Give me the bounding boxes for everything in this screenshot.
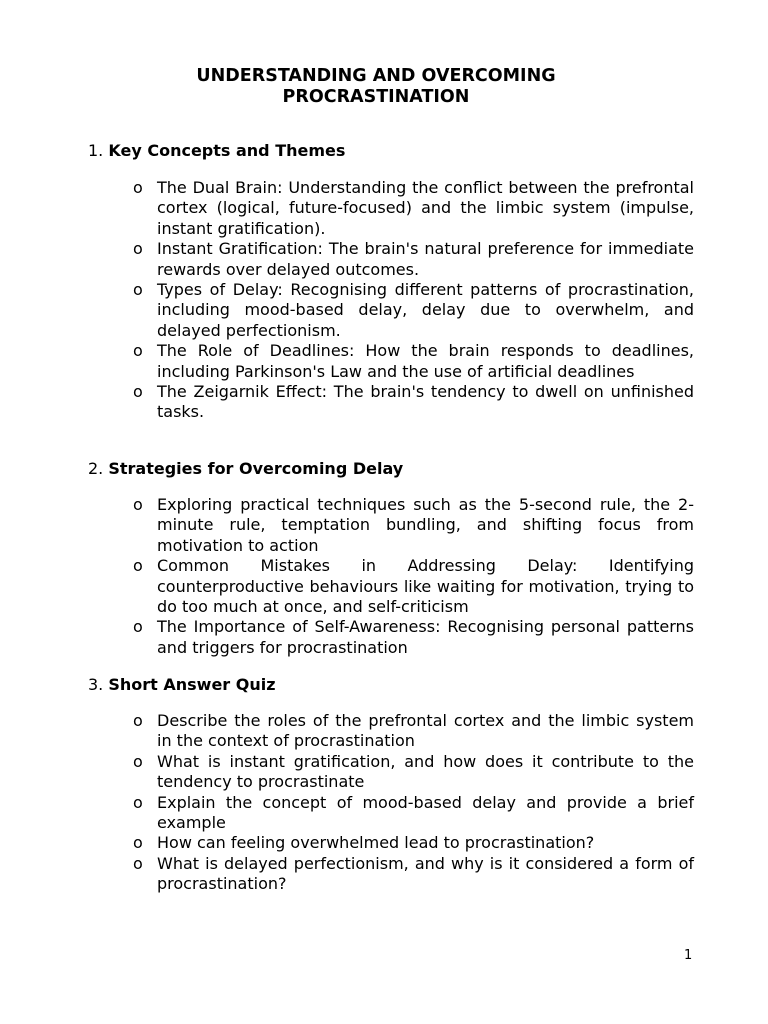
bullet-marker: o	[133, 711, 143, 730]
section-heading	[88, 675, 708, 695]
section-2-list	[133, 495, 694, 658]
bullet-marker: o	[133, 556, 143, 576]
section-title: Key Concepts and Themes	[108, 141, 346, 160]
list-item-text: Types of Delay: Recognising different patterns of procrastination, including mood-based delay, delay due to overwhelm, and delayed perfectionism.	[157, 280, 694, 340]
list-item-text: Instant Gratification: The brain's natural preference for immediate rewards over delayed outcomes.	[157, 239, 694, 279]
section-3-list	[133, 711, 694, 895]
list-item-text: What is instant gratification, and how does it contribute to the tendency to procrastinate	[157, 751, 694, 792]
page-number: 1	[684, 948, 693, 963]
list-item-text: How can feeling overwhelmed lead to procrastination?	[157, 833, 595, 853]
list-item	[133, 341, 694, 382]
list-item	[133, 752, 694, 793]
list-item-text: What is delayed perfectionism, and why is it considered a form of procrastination?	[157, 853, 694, 894]
list-item	[133, 617, 694, 658]
list-item	[133, 280, 694, 341]
list-item-text: Common Mistakes in Addressing Delay: Identifying counterproductive behaviours like waiting for motivation, trying to do too much at once, and self-criticism	[157, 556, 694, 617]
list-item	[133, 854, 694, 895]
list-item	[133, 793, 694, 834]
bullet-marker: o	[133, 853, 143, 873]
list-item-text: The Dual Brain: Understanding the conflict between the prefrontal cortex (logical, future-focused) and the limbic system (impulse, instant gratification).	[157, 178, 694, 238]
title-line-1: UNDERSTANDING AND OVERCOMING	[196, 66, 556, 86]
bullet-marker: o	[133, 239, 143, 259]
bullet-marker: o	[133, 617, 143, 637]
list-item	[133, 178, 694, 239]
bullet-marker: o	[133, 495, 143, 514]
bullet-marker: o	[133, 382, 143, 402]
list-item	[133, 495, 694, 556]
section-heading	[88, 141, 708, 161]
list-item	[133, 711, 694, 752]
section-number: 2.	[88, 459, 104, 478]
section-heading	[88, 459, 708, 479]
section-number: 1.	[88, 141, 104, 160]
list-item-text: Explain the concept of mood-based delay and provide a brief example	[157, 792, 694, 833]
list-item-text: The Importance of Self-Awareness: Recognising personal patterns and triggers for procrastination	[157, 617, 694, 657]
bullet-marker: o	[133, 792, 143, 812]
bullet-marker: o	[133, 280, 143, 300]
section-quiz	[88, 675, 708, 695]
section-number: 3.	[88, 675, 104, 694]
bullet-marker: o	[133, 341, 143, 361]
list-item-text: The Role of Deadlines: How the brain responds to deadlines, including Parkinson's Law and the use of artificial deadlines	[157, 341, 694, 381]
section-1-list	[133, 178, 694, 423]
bullet-marker: o	[133, 751, 143, 771]
bullet-marker: o	[133, 833, 143, 853]
page-title	[100, 66, 652, 108]
list-item	[133, 239, 694, 280]
list-item-text: The Zeigarnik Effect: The brain's tendency to dwell on unfinished tasks.	[157, 382, 694, 422]
list-item	[133, 382, 694, 423]
bullet-marker: o	[133, 178, 143, 197]
section-key-concepts	[88, 141, 708, 161]
section-title: Short Answer Quiz	[108, 675, 276, 694]
title-line-2: PROCRASTINATION	[282, 87, 470, 107]
list-item	[133, 833, 694, 853]
list-item-text: Exploring practical techniques such as the 5-second rule, the 2-minute rule, temptation bundling, and shifting focus from motivation to action	[157, 495, 694, 555]
section-title: Strategies for Overcoming Delay	[108, 459, 404, 478]
section-strategies	[88, 459, 708, 479]
list-item	[133, 556, 694, 617]
list-item-text: Describe the roles of the prefrontal cortex and the limbic system in the context of procrastination	[157, 711, 694, 751]
